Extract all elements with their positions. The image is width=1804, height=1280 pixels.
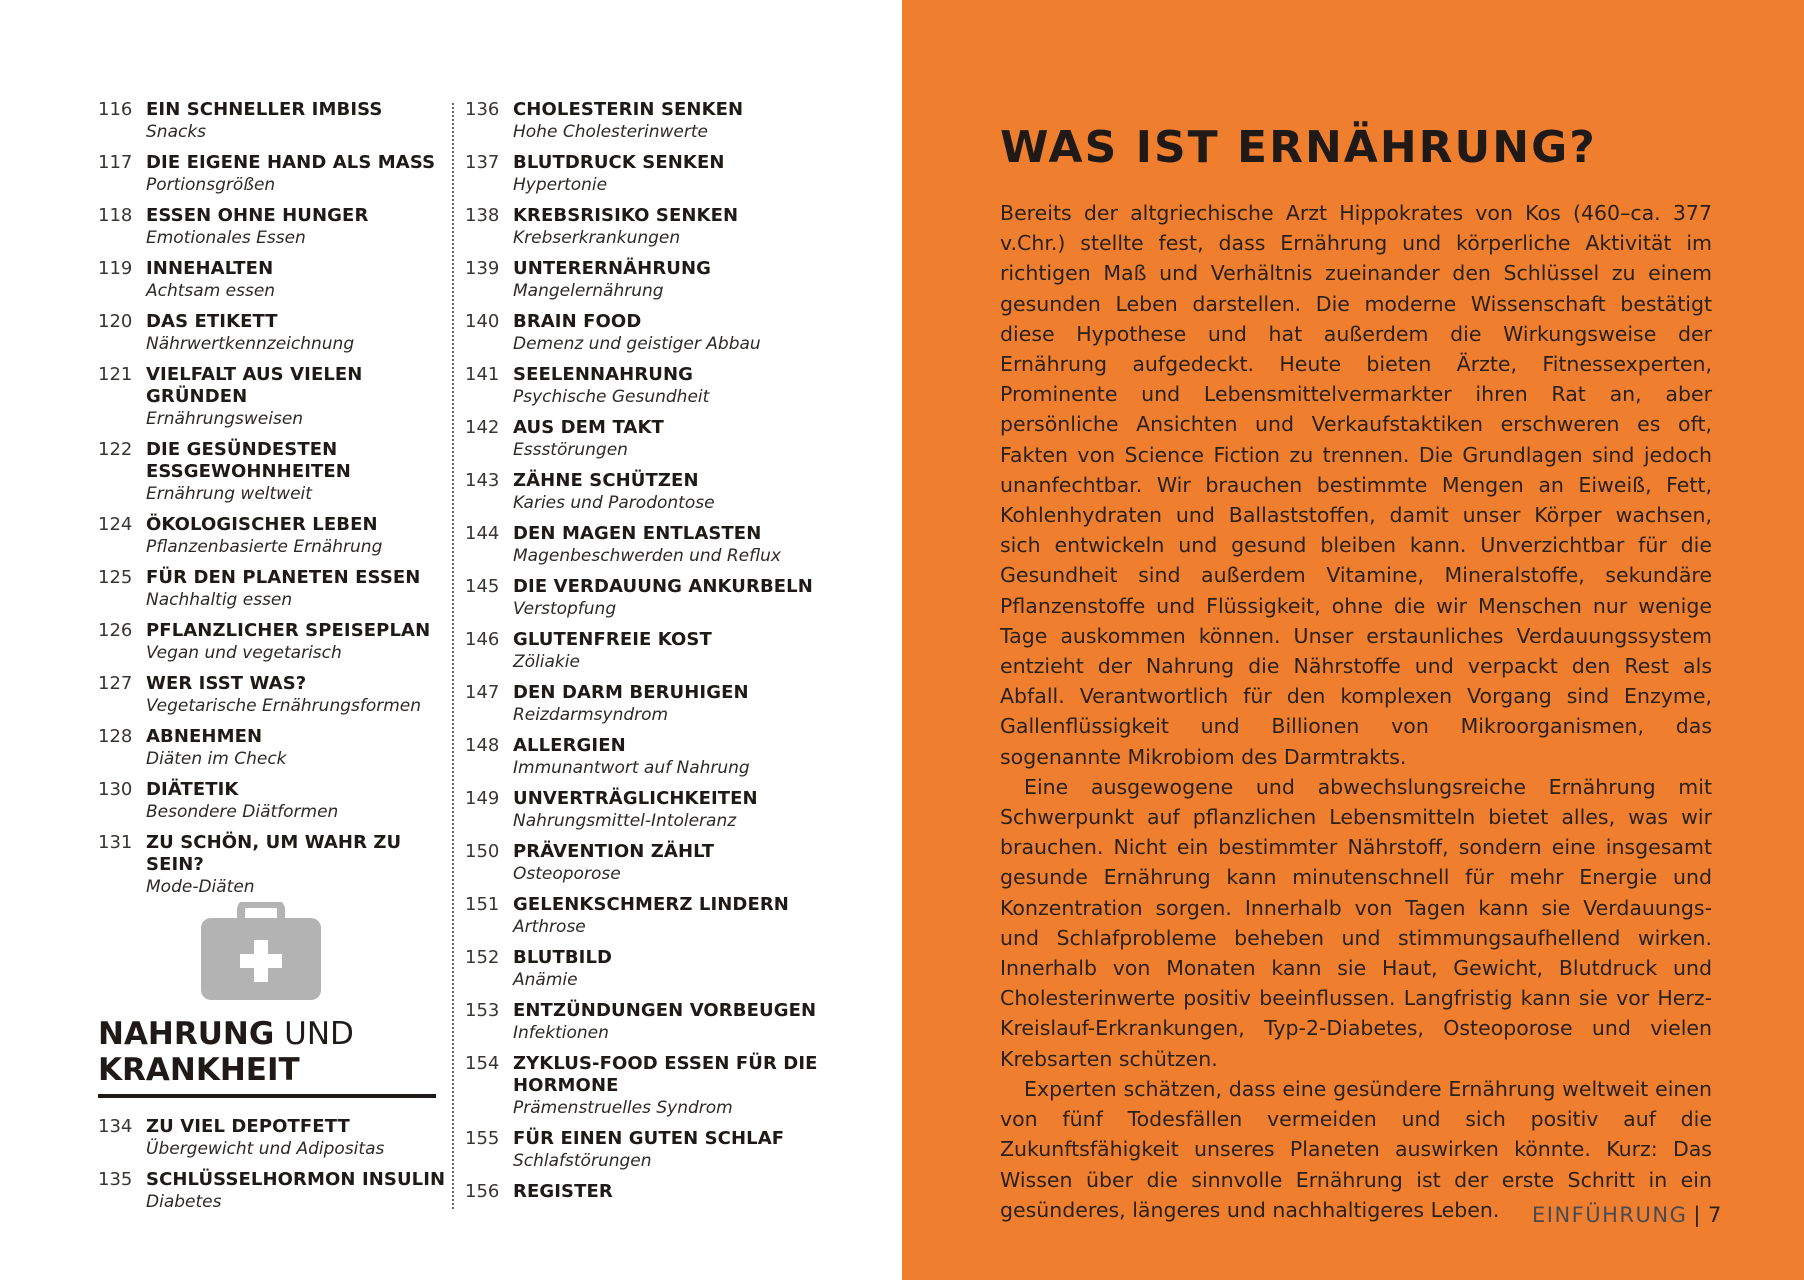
toc-entry-subtitle: Vegan und vegetarisch <box>146 643 342 663</box>
toc-page-number: 136 <box>465 99 500 120</box>
toc-page-number: 118 <box>98 205 133 226</box>
toc-entry-title: INNEHALTEN <box>146 258 274 279</box>
toc-entry[interactable] <box>465 99 825 143</box>
toc-column-1b <box>98 1116 448 1222</box>
toc-page-number: 153 <box>465 1000 500 1021</box>
toc-page-number: 135 <box>98 1169 133 1190</box>
toc-entry-title: ZÄHNE SCHÜTZEN <box>513 470 699 491</box>
toc-page-number: 124 <box>98 514 133 535</box>
toc-entry[interactable] <box>465 629 825 673</box>
toc-page-number: 117 <box>98 152 133 173</box>
toc-page-number: 147 <box>465 682 500 703</box>
toc-entry-title: ÖKOLOGISCHER LEBEN <box>146 514 378 535</box>
section-heading-bold: NAHRUNG <box>98 1016 275 1052</box>
toc-entry-subtitle: Reizdarmsyndrom <box>513 705 669 725</box>
toc-entry-title: DEN MAGEN ENTLASTEN <box>513 523 762 544</box>
toc-entry-title: VIELFALT AUS VIELEN GRÜNDEN <box>146 364 363 407</box>
toc-entry-title: GLUTENFREIE KOST <box>513 629 712 650</box>
toc-entry-title: SEELENNAHRUNG <box>513 364 694 385</box>
toc-entry[interactable] <box>98 1116 448 1160</box>
toc-page-number: 130 <box>98 779 133 800</box>
toc-page-number: 127 <box>98 673 133 694</box>
toc-entry-title: BLUTBILD <box>513 947 613 968</box>
toc-entry-title: PFLANZLICHER SPEISEPLAN <box>146 620 431 641</box>
toc-page-number: 140 <box>465 311 500 332</box>
toc-entry[interactable] <box>465 947 825 991</box>
footer-section-label: EINFÜHRUNG <box>1532 1203 1688 1227</box>
toc-entry[interactable] <box>465 470 825 514</box>
toc-entry[interactable] <box>465 523 825 567</box>
toc-page-number: 156 <box>465 1181 500 1202</box>
toc-entry[interactable] <box>98 439 448 505</box>
toc-divider <box>452 103 454 1209</box>
toc-entry[interactable] <box>465 735 825 779</box>
toc-entry[interactable] <box>98 514 448 558</box>
toc-entry-subtitle: Magenbeschwerden und Reflux <box>513 546 781 566</box>
article-paragraph: Eine ausgewogene und abwechslungsreiche Ernährung mit Schwerpunkt auf pflanzlichen Lebensmitteln bietet alles, was wir brauchen. Nicht ein bestimmter Nährstoff, sondern eine insgesamt gesunde Ernährung kann minutenschnell für mehr Energie und Konzentration sorgen. Innerhalb von Tagen kann sie Verdauungs- und Schlafprobleme beheben und stimmungsaufhellend wirken. Innerhalb von Monaten kann sie Haut, Gewicht, Blutdruck und Cholesterinwerte positiv beeinflussen. Langfristig kann sie vor Herz-Kreislauf-Erkrankungen, Typ-2-Diabetes, Osteoporose und vielen Krebsarten schützen. <box>1000 774 1712 1071</box>
toc-entry[interactable] <box>465 152 825 196</box>
toc-page-number: 143 <box>465 470 500 491</box>
toc-entry[interactable] <box>465 311 825 355</box>
toc-entry-title: ESSEN OHNE HUNGER <box>146 205 369 226</box>
toc-entry[interactable] <box>98 311 448 355</box>
toc-column-2 <box>465 99 825 1233</box>
toc-entry[interactable] <box>465 364 825 408</box>
toc-entry[interactable] <box>98 673 448 717</box>
toc-entry-subtitle: Achtsam essen <box>146 281 276 301</box>
toc-page-number: 125 <box>98 567 133 588</box>
toc-entry-subtitle: Anämie <box>513 970 578 990</box>
toc-entry-title: PRÄVENTION ZÄHLT <box>513 841 715 862</box>
toc-entry-title: ZU VIEL DEPOTFETT <box>146 1116 350 1137</box>
toc-entry-title: DAS ETIKETT <box>146 311 278 332</box>
toc-entry-subtitle: Nahrungsmittel-Intoleranz <box>513 811 737 831</box>
toc-entry[interactable] <box>465 788 825 832</box>
toc-page-number: 149 <box>465 788 500 809</box>
toc-entry[interactable] <box>98 832 448 898</box>
toc-entry-subtitle: Diäten im Check <box>146 749 287 769</box>
toc-entry-title: DIE GESÜNDESTEN ESSGEWOHNHEITEN <box>146 439 351 482</box>
toc-entry[interactable] <box>98 1169 448 1213</box>
toc-page-number: 120 <box>98 311 133 332</box>
toc-page-number: 145 <box>465 576 500 597</box>
section-heading-line2: KRANKHEIT <box>98 1052 300 1088</box>
toc-entry-subtitle: Ernährung weltweit <box>146 484 312 504</box>
toc-entry[interactable] <box>465 1128 825 1172</box>
toc-page-number: 142 <box>465 417 500 438</box>
toc-entry-title: DEN DARM BERUHIGEN <box>513 682 749 703</box>
toc-entry-title: BRAIN FOOD <box>513 311 642 332</box>
toc-page-number: 138 <box>465 205 500 226</box>
toc-entry[interactable] <box>465 1181 825 1224</box>
article-paragraph: Bereits der altgriechische Arzt Hippokrates von Kos (460–ca. 377 v.Chr.) stellte fest, dass Ernährung und körperliche Aktivität im richtigen Maß und Verhältnis zueinander den Schlüssel zu einem gesunden Leben darstellen. Die moderne Wissenschaft bestätigt diese Hypothese und hat außerdem die Wirkungsweise der Ernährung aufgedeckt. Heute bieten Ärzte, Fitnessexperten, Prominente und Lebensmittelvermarkter ihren Rat an, aber persönliche Ansichten und Verkaufstaktiken erschweren es oft, Fakten von Science Fiction zu trennen. Die Grundlagen sind jedoch unanfechtbar. Wir brauchen bestimmte Mengen an Eiweiß, Fett, Kohlenhydraten und Ballaststoffen, damit unser Körper wachsen, sich entwickeln und gesund bleiben kann. Unverzichtbar für die Gesundheit sind außerdem Vitamine, Mineralstoffe, sekundäre Pflanzenstoffe und Flüssigkeit, ohne die wir Menschen nur wenige Tage auskommen können. Unser erstaunliches Verdauungssystem entzieht der Nahrung die Nährstoffe und verpackt den Rest als Abfall. Verantwortlich für den komplexen Vorgang sind Enzyme, Gallenflüssigkeit und Billionen von Mikroorganismen, das sogenannte Mikrobiom des Darmtrakts. <box>1000 201 1712 769</box>
toc-entry[interactable] <box>98 779 448 823</box>
toc-entry-title: EIN SCHNELLER IMBISS <box>146 99 383 120</box>
toc-entry-subtitle: Portionsgrößen <box>146 175 276 195</box>
toc-page-number: 155 <box>465 1128 500 1149</box>
toc-page-number: 151 <box>465 894 500 915</box>
section-heading-rest: UND <box>274 1016 354 1052</box>
toc-entry-subtitle: Mangelernährung <box>513 281 664 301</box>
toc-entry-title: UNVERTRÄGLICHKEITEN <box>513 788 758 809</box>
toc-entry-title: ALLERGIEN <box>513 735 626 756</box>
toc-page-number: 154 <box>465 1053 500 1074</box>
toc-page-number: 150 <box>465 841 500 862</box>
toc-entry-title: SCHLÜSSELHORMON INSULIN <box>146 1169 446 1190</box>
toc-entry-title: REGISTER <box>513 1181 613 1202</box>
toc-entry-subtitle: Hohe Cholesterinwerte <box>513 122 708 142</box>
toc-entry-subtitle: Infektionen <box>513 1023 609 1043</box>
toc-entry[interactable] <box>98 99 448 143</box>
toc-entry-title: GELENKSCHMERZ LINDERN <box>513 894 789 915</box>
toc-entry-subtitle: Nährwertkennzeichnung <box>146 334 355 354</box>
toc-page-number: 119 <box>98 258 133 279</box>
toc-entry-title: ABNEHMEN <box>146 726 263 747</box>
toc-page-number: 148 <box>465 735 500 756</box>
toc-entry-title: ENTZÜNDUNGEN VORBEUGEN <box>513 1000 817 1021</box>
toc-entry-title: DIÄTETIK <box>146 779 239 800</box>
toc-entry[interactable] <box>465 258 825 302</box>
toc-entry-subtitle: Übergewicht und Adipositas <box>146 1139 385 1159</box>
toc-entry[interactable] <box>98 620 448 664</box>
toc-entry-title: BLUTDRUCK SENKEN <box>513 152 725 173</box>
toc-page-number: 126 <box>98 620 133 641</box>
toc-entry-title: DIE VERDAUUNG ANKURBELN <box>513 576 813 597</box>
toc-entry-subtitle: Osteoporose <box>513 864 621 884</box>
toc-entry[interactable] <box>465 894 825 938</box>
toc-entry[interactable] <box>98 258 448 302</box>
toc-entry[interactable] <box>465 1053 825 1119</box>
toc-page-number: 116 <box>98 99 133 120</box>
toc-entry-title: FÜR DEN PLANETEN ESSEN <box>146 567 421 588</box>
toc-entry[interactable] <box>98 364 448 430</box>
toc-entry-subtitle: Nachhaltig essen <box>146 590 293 610</box>
toc-entry-subtitle: Diabetes <box>146 1192 222 1212</box>
toc-page-number: 144 <box>465 523 500 544</box>
section-rule <box>98 1094 436 1098</box>
toc-entry-subtitle: Essstörungen <box>513 440 628 460</box>
toc-page-number: 139 <box>465 258 500 279</box>
toc-entry[interactable] <box>465 682 825 726</box>
toc-entry-subtitle: Krebserkrankungen <box>513 228 681 248</box>
toc-entry-title: ZU SCHÖN, UM WAHR ZU SEIN? <box>146 832 402 875</box>
toc-page-number: 122 <box>98 439 133 460</box>
page-number: 7 <box>1707 1203 1723 1227</box>
toc-column-1 <box>98 99 448 907</box>
first-aid-kit-icon <box>201 902 321 1000</box>
article-body <box>1000 198 1712 1225</box>
toc-entry-title: WER ISST WAS? <box>146 673 307 694</box>
toc-entry-title: DIE EIGENE HAND ALS MASS <box>146 152 436 173</box>
toc-entry-subtitle: Prämenstruelles Syndrom <box>513 1098 733 1118</box>
toc-entry-subtitle: Psychische Gesundheit <box>513 387 710 407</box>
toc-entry-subtitle: Snacks <box>146 122 207 142</box>
toc-entry-subtitle: Pflanzenbasierte Ernährung <box>146 537 383 557</box>
toc-entry-subtitle: Zöliakie <box>513 652 580 672</box>
toc-page-number: 128 <box>98 726 133 747</box>
toc-entry[interactable] <box>98 726 448 770</box>
toc-entry-subtitle: Vegetarische Ernährungsformen <box>146 696 422 716</box>
toc-entry[interactable] <box>98 567 448 611</box>
toc-entry-title: FÜR EINEN GUTEN SCHLAF <box>513 1128 785 1149</box>
section-heading <box>98 1016 436 1088</box>
toc-entry-subtitle: Karies und Parodontose <box>513 493 715 513</box>
toc-page-number: 137 <box>465 152 500 173</box>
toc-entry-subtitle: Hypertonie <box>513 175 608 195</box>
toc-entry-subtitle: Immunantwort auf Nahrung <box>513 758 750 778</box>
page-footer <box>1532 1203 1723 1227</box>
toc-entry-title: UNTERERNÄHRUNG <box>513 258 712 279</box>
toc-page-number: 134 <box>98 1116 133 1137</box>
toc-entry-title: CHOLESTERIN SENKEN <box>513 99 744 120</box>
footer-separator: | <box>1693 1203 1702 1227</box>
toc-entry[interactable] <box>465 417 825 461</box>
toc-entry[interactable] <box>465 205 825 249</box>
toc-entry[interactable] <box>465 1000 825 1044</box>
article-title: WAS IST ERNÄHRUNG? <box>1000 122 1597 173</box>
toc-entry-subtitle: Besondere Diätformen <box>146 802 339 822</box>
toc-entry-title: AUS DEM TAKT <box>513 417 664 438</box>
toc-page-number: 141 <box>465 364 500 385</box>
toc-entry[interactable] <box>465 841 825 885</box>
toc-entry-subtitle: Schlafstörungen <box>513 1151 652 1171</box>
toc-page-number: 131 <box>98 832 133 853</box>
toc-entry-title: ZYKLUS-FOOD ESSEN FÜR DIE HORMONE <box>513 1053 818 1096</box>
toc-entry[interactable] <box>98 152 448 196</box>
toc-entry-subtitle: Arthrose <box>513 917 586 937</box>
toc-entry[interactable] <box>98 205 448 249</box>
article-paragraph: Experten schätzen, dass eine gesündere Ernährung weltweit einen von fünf Todesfällen vermeiden und sich positiv auf die Zukunftsfähigkeit unseres Planeten auswirken könnte. Kurz: Das Wissen über die sinnvolle Ernährung ist der erste Schritt in ein gesünderes, längeres und nachhaltigeres Leben. <box>1000 1076 1712 1222</box>
toc-entry-subtitle: Mode-Diäten <box>146 877 255 897</box>
toc-page-number: 121 <box>98 364 133 385</box>
toc-entry-subtitle: Emotionales Essen <box>146 228 306 248</box>
toc-entry-subtitle: Verstopfung <box>513 599 617 619</box>
toc-entry[interactable] <box>465 576 825 620</box>
toc-entry-subtitle: Ernährungsweisen <box>146 409 304 429</box>
toc-page-number: 146 <box>465 629 500 650</box>
toc-entry-title: KREBSRISIKO SENKEN <box>513 205 739 226</box>
toc-page-number: 152 <box>465 947 500 968</box>
toc-entry-subtitle: Demenz und geistiger Abbau <box>513 334 761 354</box>
